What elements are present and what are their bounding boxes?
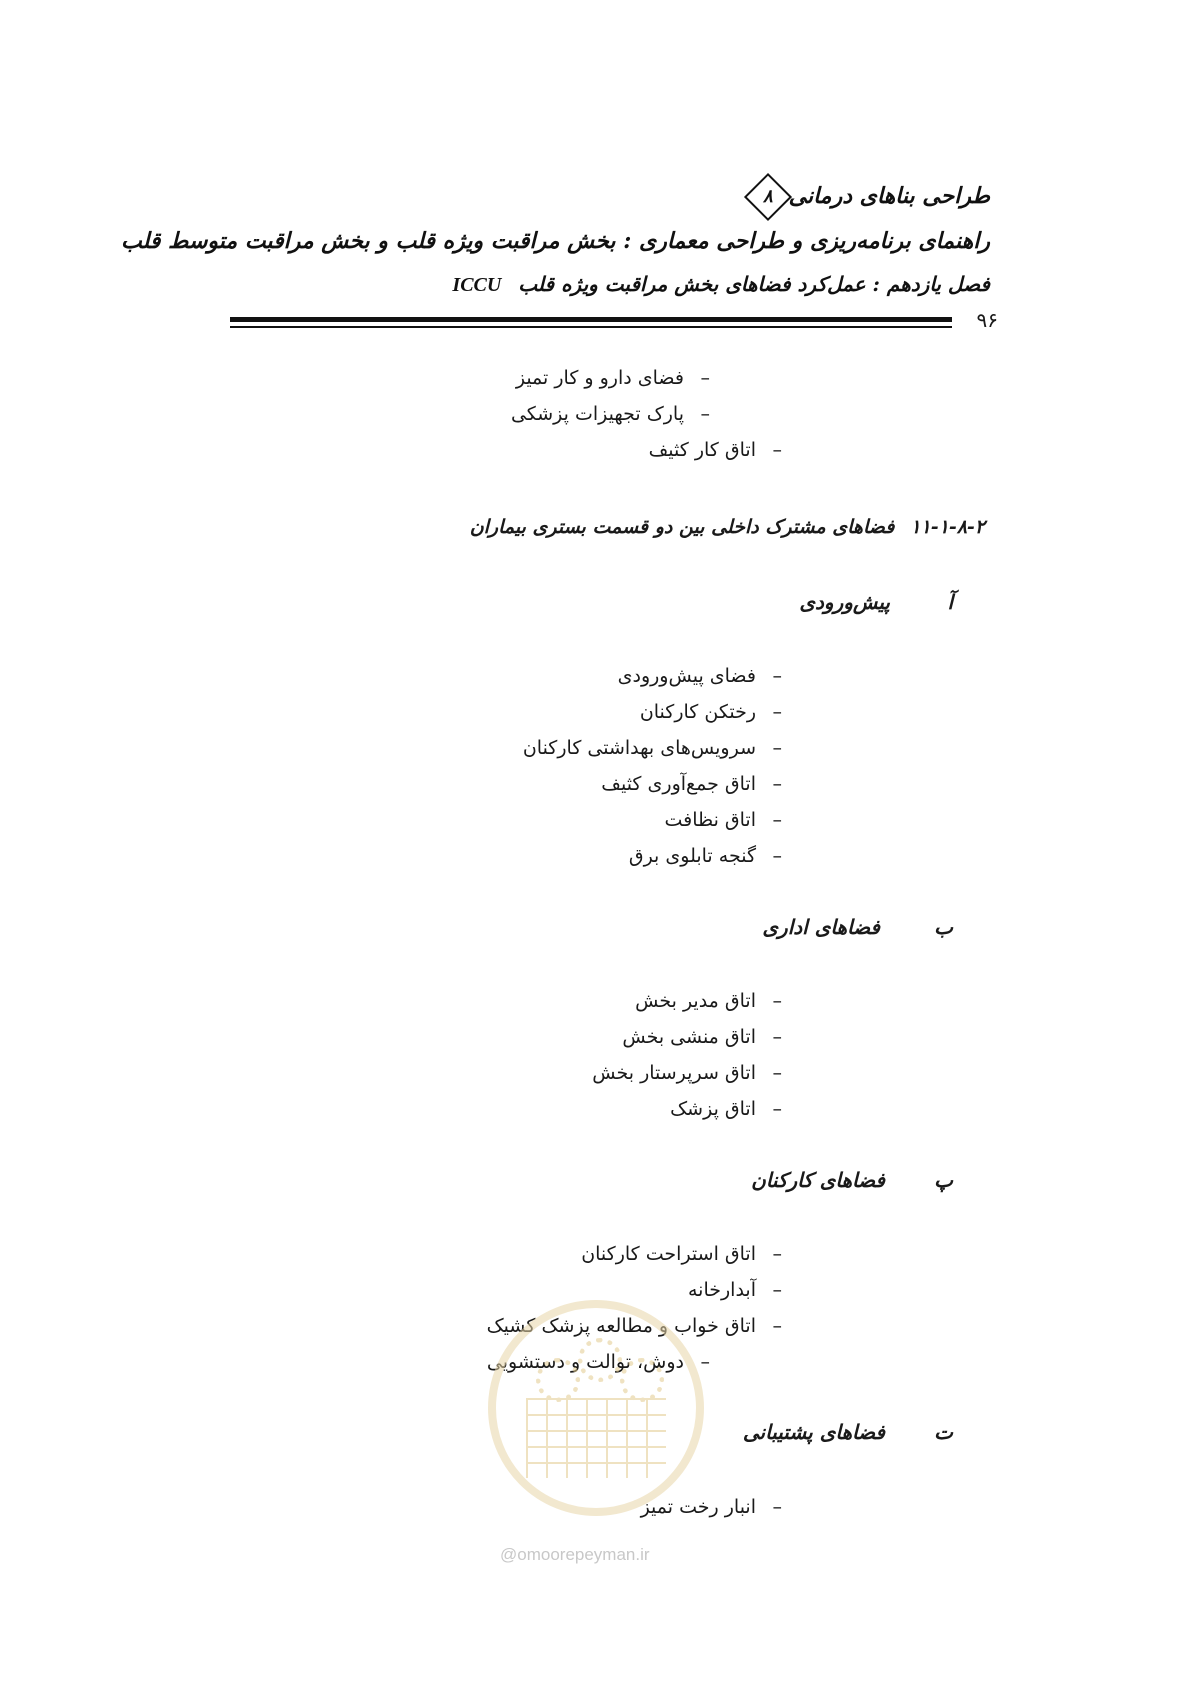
list-item-text: اتاق سرپرستار بخش: [592, 1062, 756, 1084]
subsection-title: پیش‌ورودی: [799, 590, 890, 614]
list-item: [635, 990, 782, 1012]
list-item-text: اتاق منشی بخش: [622, 1026, 756, 1048]
dash: –: [772, 1062, 782, 1084]
watermark-url: @omoorepeyman.ir: [500, 1545, 650, 1564]
list-item: [592, 1062, 782, 1084]
list-item: [688, 1279, 782, 1301]
list-item-text: اتاق جمع‌آوری کثیف: [601, 773, 756, 795]
list-item-text: اتاق خواب و مطالعه پزشک کشیک: [486, 1315, 756, 1337]
list-item-text: دوش، توالت و دستشویی: [486, 1351, 684, 1373]
dash: –: [772, 701, 782, 723]
dash: –: [772, 665, 782, 687]
dash: –: [772, 439, 782, 461]
section-title: فضاهای مشترک داخلی بین دو قسمت بستری بیماران: [469, 516, 895, 538]
dash: –: [772, 809, 782, 831]
list-item-text: رختکن کارکنان: [639, 701, 756, 723]
list-item-text: اتاق نظافت: [664, 809, 756, 831]
series-number-badge: [744, 173, 792, 221]
dash: –: [700, 367, 710, 389]
chapter-title: [452, 272, 990, 297]
list-item-text: اتاق مدیر بخش: [635, 990, 756, 1012]
list-item-text: گنجه تابلوی برق: [628, 845, 756, 867]
dash: –: [700, 1351, 710, 1373]
list-item-text: سرویس‌های بهداشتی کارکنان: [522, 737, 756, 759]
series-title: [743, 180, 990, 214]
list-item: [618, 665, 782, 687]
gear-icon: [536, 1358, 580, 1402]
list-item: [601, 773, 782, 795]
list-item: [640, 701, 782, 723]
subsection-title: فضاهای پشتیبانی: [742, 1420, 885, 1444]
list-item: [641, 1496, 782, 1518]
list-item: [664, 809, 782, 831]
gear-icon: [578, 1338, 622, 1382]
list-item-text: اتاق استراحت کارکنان: [581, 1243, 756, 1265]
document-subtitle: راهنمای برنامه‌ریزی و طراحی معماری : بخش مراقبت ویژه قلب و بخش مراقبت متوسط قلب: [121, 228, 990, 254]
subsection-title: فضاهای کارکنان: [751, 1168, 885, 1192]
watermark-grid: [526, 1398, 666, 1478]
list-item: [649, 439, 782, 461]
list-item-text: فضای پیش‌ورودی: [617, 665, 756, 687]
subsection-title: فضاهای اداری: [762, 915, 880, 939]
section-number: ۱۱-۱-۸-۲: [910, 516, 985, 538]
dash: –: [772, 737, 782, 759]
list-item: [523, 737, 782, 759]
list-item-text: انبار رخت تمیز: [640, 1496, 756, 1518]
list-item-text: فضای دارو و کار تمیز: [515, 367, 684, 389]
series-title-text: طراحی بناهای درمانی: [788, 183, 990, 209]
section-heading: [470, 516, 985, 538]
list-item-text: اتاق پزشک: [670, 1098, 756, 1120]
dash: –: [772, 1098, 782, 1120]
list-item: [516, 367, 710, 389]
subsection-letter: آ: [947, 590, 953, 614]
series-number: ۸: [762, 185, 773, 207]
list-item-text: آبدارخانه: [687, 1279, 756, 1301]
page-number: ۹۶: [976, 308, 998, 332]
header-rule-thin: [230, 326, 952, 328]
header-rule-thick: [230, 317, 952, 322]
dash: –: [772, 1026, 782, 1048]
subsection-letter: ت: [934, 1420, 953, 1444]
list-item: [511, 403, 710, 425]
dash: –: [772, 1279, 782, 1301]
dash: –: [700, 403, 710, 425]
list-item: [622, 1026, 782, 1048]
dash: –: [772, 1496, 782, 1518]
dash: –: [772, 990, 782, 1012]
list-item-text: پارک تجهیزات پزشکی: [510, 403, 684, 425]
dash: –: [772, 845, 782, 867]
list-item-text: اتاق کار کثیف: [648, 439, 756, 461]
subsection-letter: ب: [934, 915, 953, 939]
dash: –: [772, 773, 782, 795]
chapter-text: فصل یازدهم : عمل‌کرد فضاهای بخش مراقبت ویژه قلب: [518, 272, 990, 296]
watermark-seal: [488, 1300, 704, 1516]
gear-icon: [620, 1358, 664, 1402]
dash: –: [772, 1315, 782, 1337]
subsection-letter: پ: [934, 1168, 953, 1192]
list-item: [581, 1243, 782, 1265]
list-item: [670, 1098, 782, 1120]
dash: –: [772, 1243, 782, 1265]
chapter-code: ICCU: [452, 274, 502, 296]
list-item: [629, 845, 782, 867]
